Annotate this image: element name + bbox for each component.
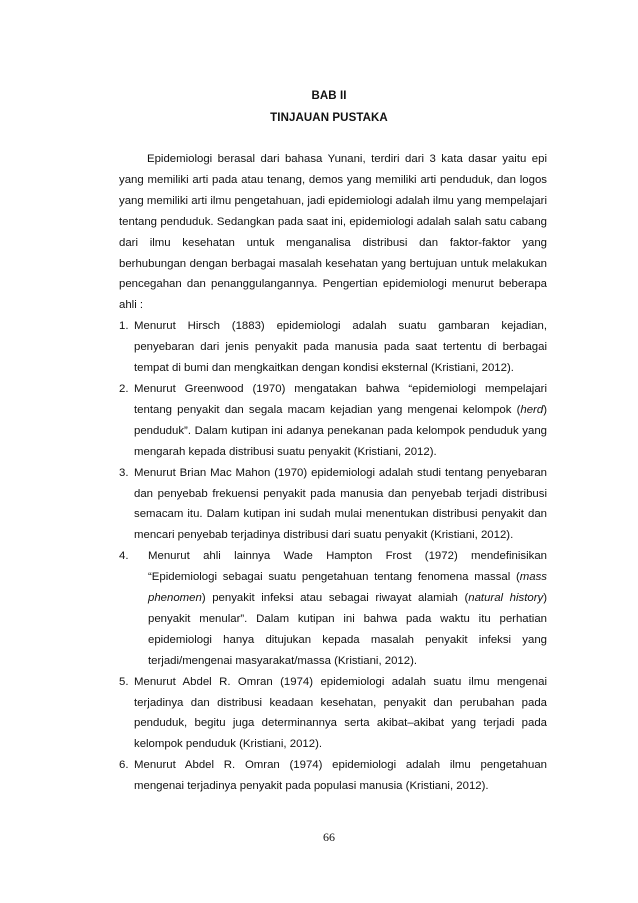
list-number: 1. bbox=[119, 320, 129, 333]
list-number: 5. bbox=[119, 675, 129, 688]
list-number: 4. bbox=[119, 550, 129, 563]
list-text: Menurut Abdel R. Omran (1974) epidemiologi adalah ilmu pengetahuan mengenai terjadinya penyakit pada populasi manusia (Kristiani, 2012). bbox=[134, 759, 547, 793]
list-text: Menurut ahli lainnya Wade Hampton Frost (1972) mendefinisikan “Epidemiologi sebagai suatu pengetahuan tentang fenomena massal (mass phenomen) penyakit infeksi atau sebagai riwayat alamiah (natural history) penyakit menular”. Dalam kutipan ini bahwa pada waktu itu perhatian epidemiologi hanya ditujukan kepada masalah penyakit infeksi yang terjadi/mengenai masyarakat/massa (Kristiani, 2012). bbox=[148, 550, 547, 667]
list-text: Menurut Greenwood (1970) mengatakan bahwa “epidemiologi mempelajari tentang penyakit dan segala macam kejadian yang mengenai kelompok (herd) penduduk”. Dalam kutipan ini adanya penekanan pada kelompok penduduk yang mengarah kepada distribusi suatu penyakit (Kristiani, 2012). bbox=[134, 382, 547, 458]
list-number: 3. bbox=[119, 466, 129, 479]
list-item bbox=[119, 672, 547, 756]
italic-term: natural history bbox=[468, 592, 544, 605]
definition-list bbox=[119, 316, 547, 797]
italic-term: mass phenomen bbox=[148, 571, 547, 605]
chapter-number: BAB II bbox=[311, 90, 347, 102]
chapter-title: TINJAUAN PUSTAKA bbox=[270, 112, 388, 124]
list-text: Menurut Hirsch (1883) epidemiologi adalah suatu gambaran kejadian, penyebaran dari jenis penyakit pada manusia pada saat tertentu di berbagai tempat di bumi dan mengkaitkan dengan kondisi eksternal (Kristiani, 2012). bbox=[134, 320, 547, 375]
body-text bbox=[119, 149, 547, 797]
italic-term: herd bbox=[520, 403, 544, 416]
list-item bbox=[119, 379, 547, 463]
list-item bbox=[119, 463, 547, 547]
list-item bbox=[119, 316, 547, 379]
list-number: 2. bbox=[119, 382, 129, 395]
intro-paragraph: Epidemiologi berasal dari bahasa Yunani, terdiri dari 3 kata dasar yaitu epi yang memiliki arti pada atau tenang, demos yang memiliki arti penduduk, dan logos yang memiliki arti ilmu pengetahuan, jadi epidemiologi adalah ilmu yang mempelajari tentang penduduk. Sedangkan pada saat ini, epidemiologi adalah salah satu cabang dari ilmu kesehatan untuk menganalisa distribusi dan faktor-faktor yang berhubungan dengan berbagai masalah kesehatan yang bertujuan untuk melakukan pencegahan dan penanggulangannya. Pengertian epidemiologi menurut beberapa ahli : bbox=[119, 153, 547, 312]
list-text: Menurut Brian Mac Mahon (1970) epidemiologi adalah studi tentang penyebaran dan penyebab frekuensi penyakit pada manusia dan penyebab terjadi distribusi semacam itu. Dalam kutipan ini sudah mulai menentukan distribusi penyakit dan mencari penyebab terjadinya distribusi dari suatu penyakit (Kristiani, 2012). bbox=[134, 466, 547, 542]
list-number: 6. bbox=[119, 759, 129, 772]
list-item bbox=[119, 755, 547, 797]
list-text: Menurut Abdel R. Omran (1974) epidemiologi adalah suatu ilmu mengenai terjadinya dan distribusi keadaan kesehatan, penyakit dan perubahan pada penduduk, begitu juga determinannya serta akibat–akibat yang terjadi pada kelompok penduduk (Kristiani, 2012). bbox=[134, 675, 547, 751]
list-item bbox=[119, 546, 547, 671]
page-number: 66 bbox=[323, 830, 335, 844]
